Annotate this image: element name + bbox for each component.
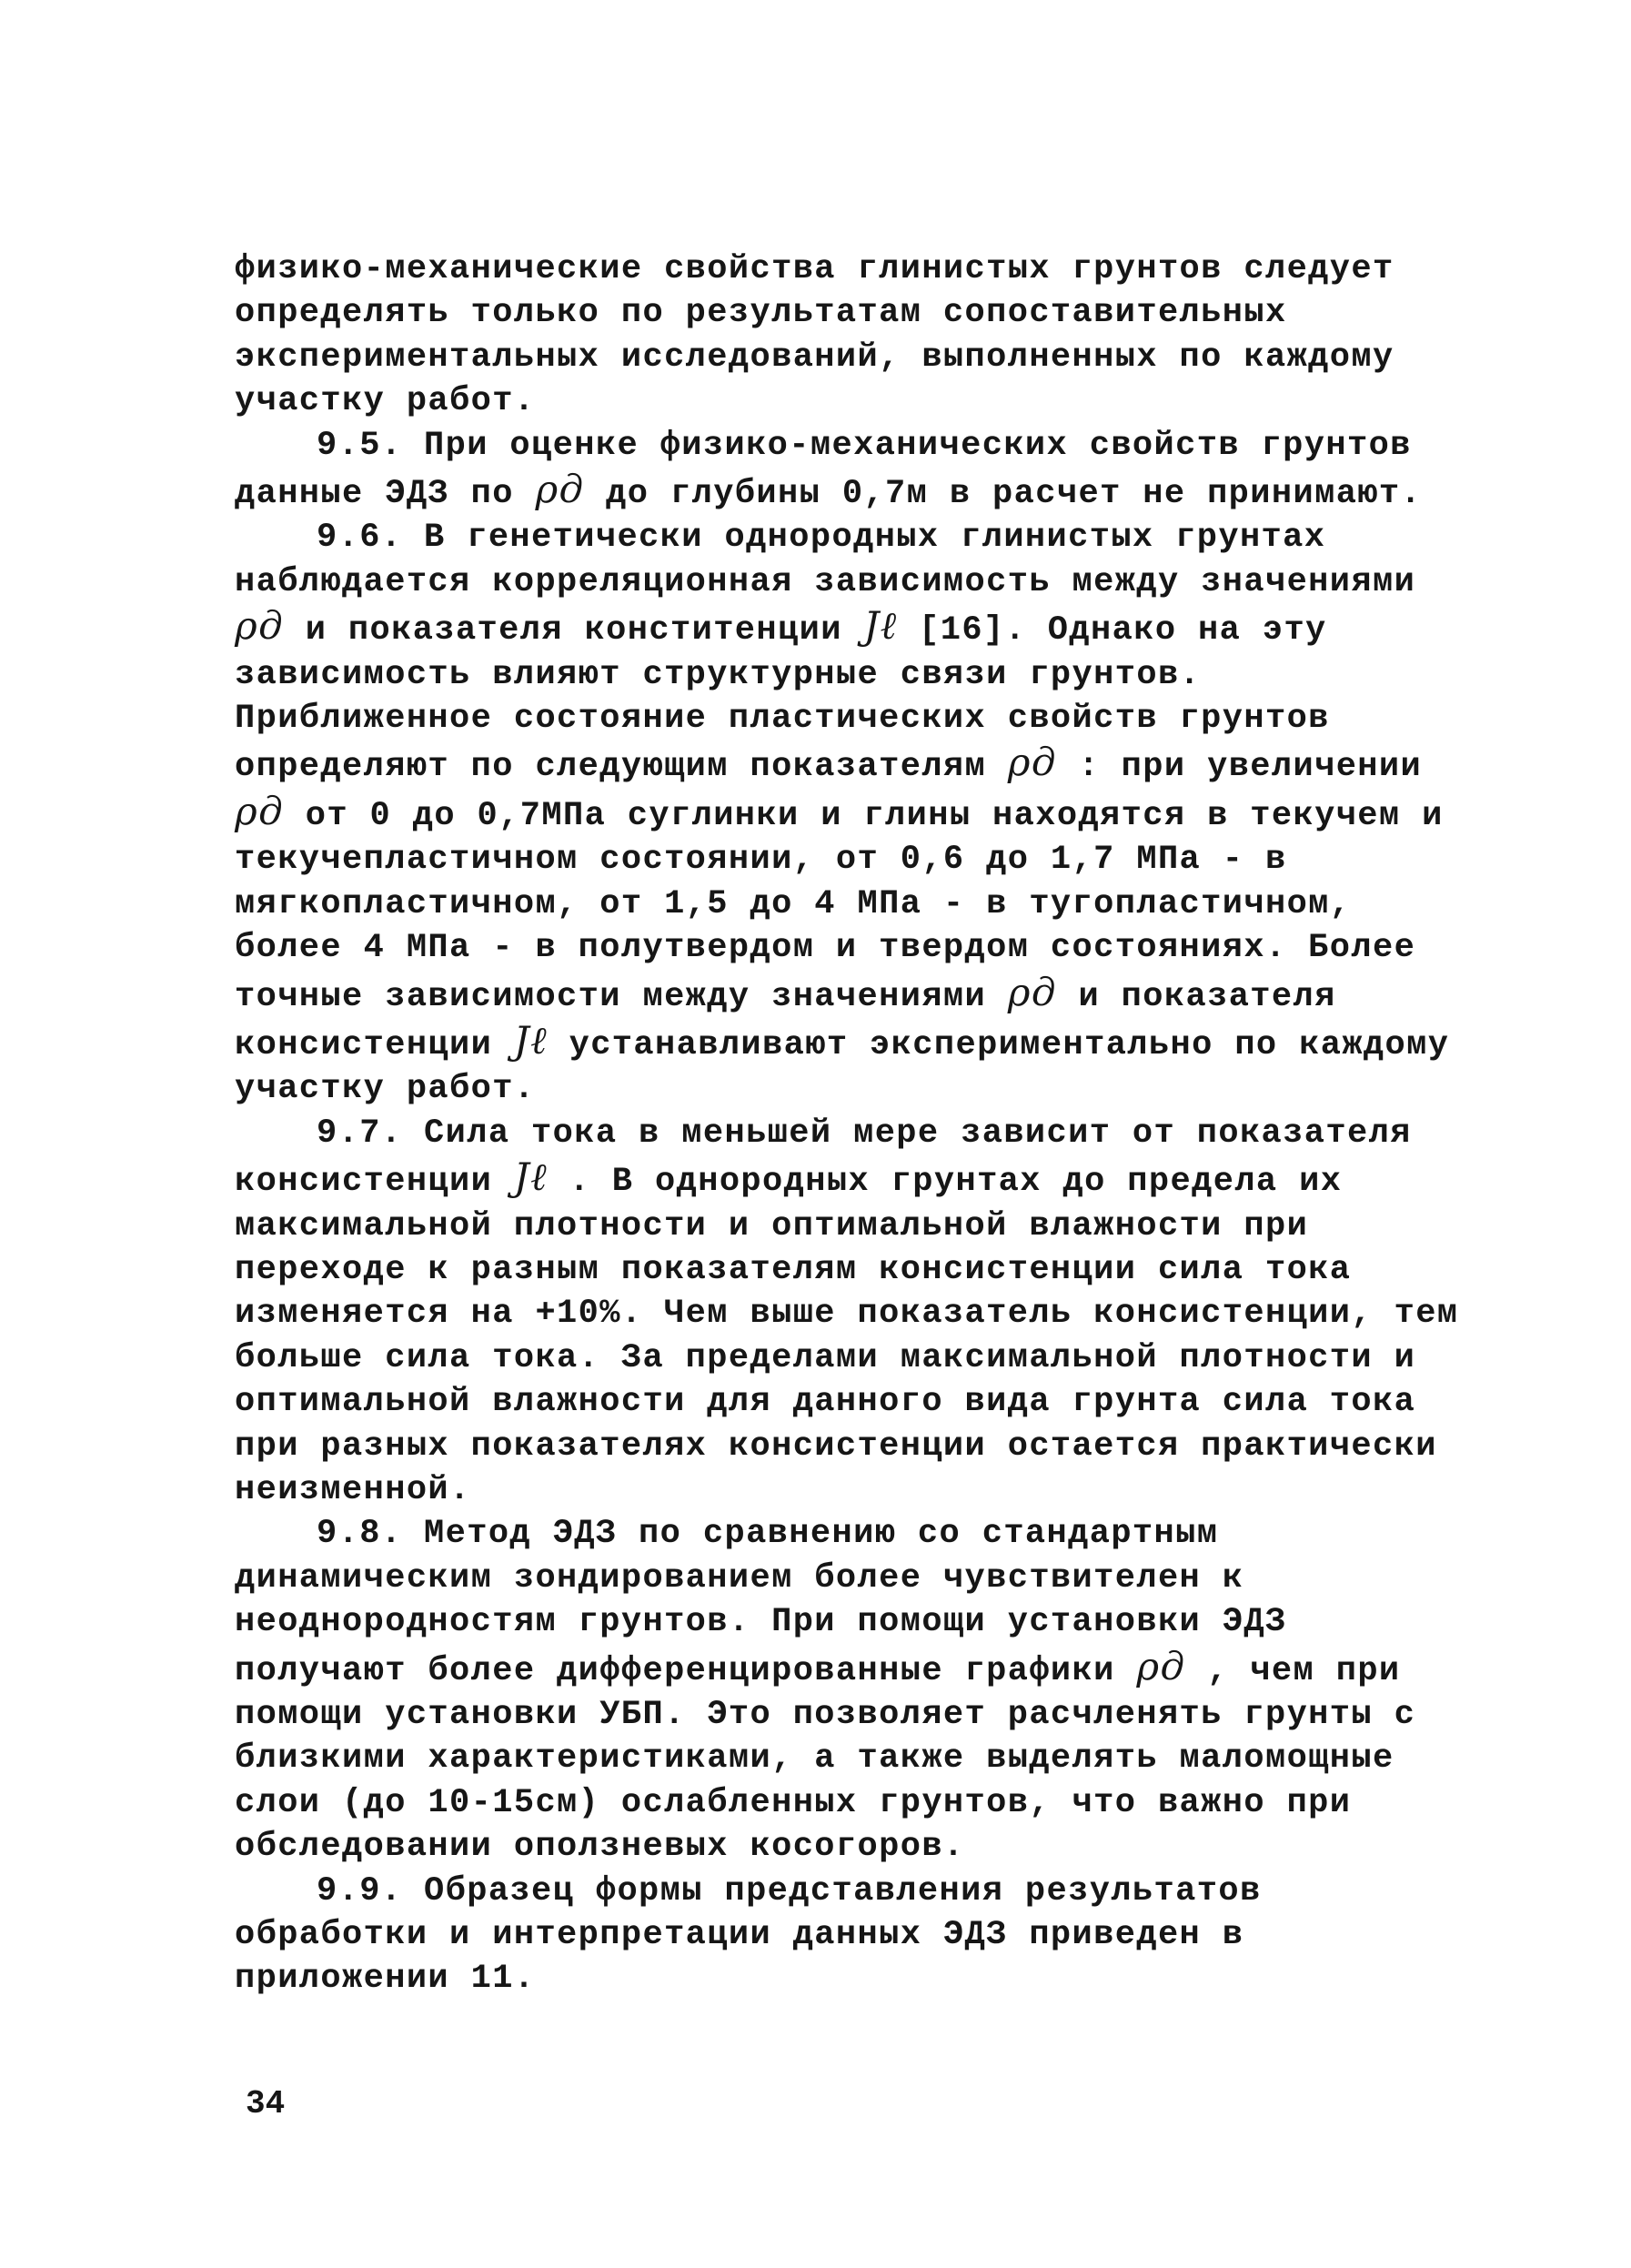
text-run: . В однородных грунтах до предела их максимальной плотности и оптимальной влажности при переходе к разным показателям консистенции сила тока изменяется на +10%. Чем выше показатель консистенции, тем больше сила тока. За пределами максимальной плотности и оптимальной влажности для данного вида грунта сила тока при разных показателях консистенции остается практически неизменной.	[235, 1163, 1459, 1509]
math-symbol: Jℓ	[513, 1154, 548, 1200]
paragraph-p9_9	[235, 1870, 1472, 2001]
text-run: [16]. Однако на эту зависимость влияют структурные связи грунтов. Приближенное состояние пластических свойств грунтов определяют по следующим показателям	[235, 611, 1330, 787]
text-run: : при увеличении	[1056, 748, 1423, 787]
text-run: от 0 до 0,7МПа суглинки и глины находятся в текучем и текучепластичном состоянии, от 0,6 до 1,7 МПа - в мягкопластичном, от 1,5 до 4 МПа - в тугопластичном, более 4 МПа - в полутвердом и твердом состояниях. Более точные зависимости между значениями	[235, 796, 1444, 1016]
math-symbol: ρд	[235, 788, 285, 833]
paragraph-p9_6	[235, 516, 1472, 1111]
math-symbol: ρд	[1007, 740, 1057, 785]
text-run: физико-механические свойства глинистых грунтов следует определять только по результатам сопоставительных экспериментальных исследований, выполненных по каждому участку работ.	[235, 250, 1394, 421]
text-run: 9.7. Сила тока в меньшей мере зависит от показателя консистенции	[235, 1114, 1412, 1202]
text-run: и показателя конститенции	[284, 611, 864, 650]
math-symbol: ρд	[1007, 969, 1057, 1014]
text-run: 9.9. Образец формы представления результатов обработки и интерпретации данных ЭДЗ приведен в приложении 11.	[235, 1871, 1262, 1999]
paragraph-p9_8	[235, 1512, 1472, 1869]
page-number: 34	[246, 2085, 286, 2122]
math-symbol: Jℓ	[863, 603, 898, 649]
math-symbol: ρд	[235, 603, 285, 649]
paragraph-p9_5	[235, 424, 1472, 517]
text-run: 9.6. В генетически однородных глинистых грунтах наблюдается корреляционная зависимость между значениями	[235, 519, 1416, 601]
text-run: устанавливают экспериментально по каждому участку работ.	[235, 1025, 1450, 1109]
text-run: 9.5. При оценке физико-механических свойств грунтов данные ЭДЗ по	[235, 426, 1412, 514]
document-body	[235, 247, 1472, 2001]
paragraph-cont	[235, 247, 1472, 424]
text-run: до глубины 0,7м в расчет не принимают.	[584, 475, 1423, 514]
text-run: 9.8. Метод ЭДЗ по сравнению со стандартным динамическим зондированием более чувствителен к неоднородностям грунтов. При помощи установки ЭДЗ получают более дифференцированные графики	[235, 1515, 1287, 1690]
math-symbol: Jℓ	[513, 1017, 548, 1063]
paragraph-p9_7	[235, 1112, 1472, 1513]
math-symbol: ρд	[1136, 1643, 1186, 1688]
math-symbol: ρд	[535, 467, 585, 512]
text-run: и показателя консистенции	[235, 977, 1336, 1064]
text-run: , чем при помощи установки УБП. Это позволяет расчленять грунты с близкими характеристиками, а также выделять маломощные слои (до 10-15см) ослабленных грунтов, что важно при обследовании оползневых косогоров.	[235, 1651, 1416, 1867]
